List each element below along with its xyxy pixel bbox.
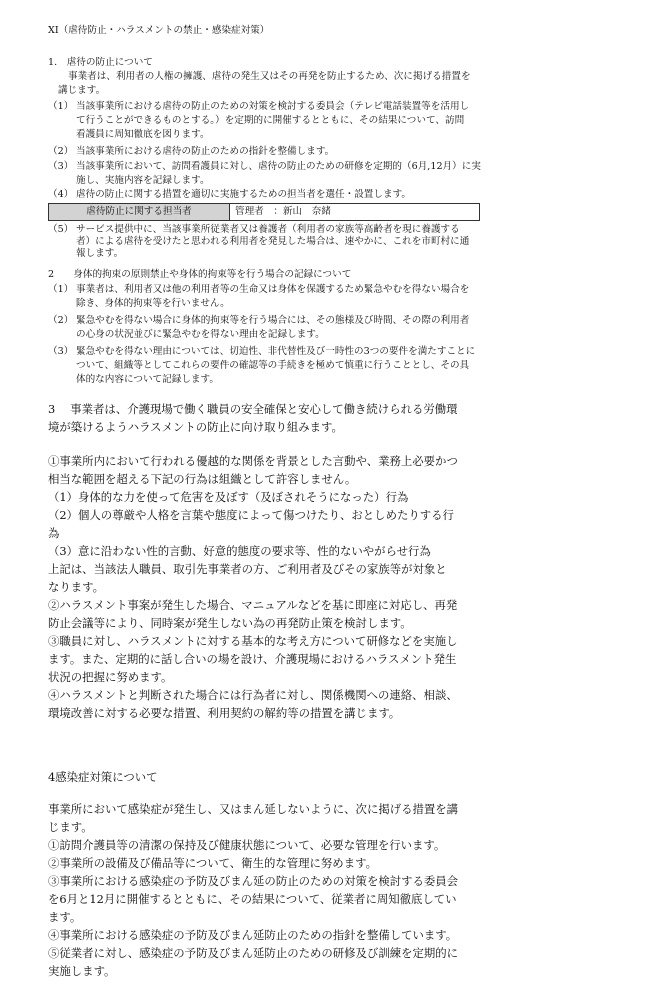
body-line: ②事業所の設備及び備品等について、衛生的な管理に努めます。 xyxy=(48,856,377,870)
body-line: 3 事業者は、介護現場で働く職員の安全確保と安心して働き続けられる労働環 xyxy=(48,402,458,416)
body-line: 環境改善に対する必要な措置、利用契約の解約等の措置を講じます。 xyxy=(48,706,401,720)
list-item-text: 体的な内容について記録します。 xyxy=(76,374,219,385)
body-line: 上記は、当該法人職員、取引先事業者の方、ご利用者及びその家族等が対象と xyxy=(48,562,447,576)
body-line: （1）身体的な力を使って危害を及ぼす（及ぼされそうになった）行為 xyxy=(48,490,409,504)
list-item-text: 看護員に周知徹底を図ります。 xyxy=(76,129,210,140)
body-line: ます。 xyxy=(48,910,82,924)
list-item-text: 当該事業所における虐待の防止のための指針を整備します。 xyxy=(76,146,335,157)
section-header: XI（虐待防止・ハラスメントの禁止・感染症対策） xyxy=(48,25,270,36)
list-item-number: （3） xyxy=(48,346,74,357)
body-line: ④事業所における感染症の予防及びまん延防止のための指針を整備しています。 xyxy=(48,928,458,942)
list-item-number: （1） xyxy=(48,101,74,112)
body-line: ③事業所における感染症の予防及びまん延の防止のための対策を検討する委員会 xyxy=(48,874,459,888)
body-line: （3）意に沿わない性的言動、好意的態度の要求等、性的ないやがらせ行為 xyxy=(48,544,431,558)
list-item-text: 報します。 xyxy=(76,248,124,259)
body-line: ⑤従業者に対し、感染症の予防及びまん延防止のための研修及び訓練を定期的に xyxy=(48,946,459,960)
list-item-number: （3） xyxy=(48,161,74,172)
list-item-text: 当該事業所における虐待の防止のための対策を検討する委員会（テレビ電話装置等を活用し xyxy=(76,101,470,112)
staff-value-cell: 管理者 ：新山 奈緒 xyxy=(235,206,331,217)
body-line: ①事業所内において行われる優越的な関係を背景とした言動や、業務上必要かつ xyxy=(48,454,458,468)
list-item-text: 虐待の防止に関する措置を適切に実施するための担当者を選任・設置します。 xyxy=(76,189,412,200)
sec1-intro-line: 事業者は、利用者の人権の擁護、虐待の発生又はその再発を防止するため、次に掲げる措置を xyxy=(68,71,471,82)
staff-label-cell: 虐待防止に関する担当者 xyxy=(49,204,230,220)
list-item-number: （1） xyxy=(48,284,74,295)
sec1-title: 1. 虐待の防止について xyxy=(48,57,153,68)
list-item-text: 緊急やむを得ない理由については、切迫性、非代替性及び一時性の3つの要件を満たすことに xyxy=(76,346,476,357)
body-line: 境が築けるようハラスメントの防止に向け取り組みます。 xyxy=(48,420,343,434)
staff-table xyxy=(48,203,480,221)
list-item-text: 緊急やむを得ない場合に身体的拘束等を行う場合には、その態様及び時間、その際の利用者 xyxy=(76,315,470,326)
list-item-number: （5） xyxy=(48,224,74,235)
sec2-title: 2 身体的拘束の原則禁止や身体的拘束等を行う場合の記録について xyxy=(48,269,352,280)
body-line: （2）個人の尊厳や人格を言葉や態度によって傷つけたり、おとしめたりする行 xyxy=(48,508,454,522)
body-line: ます。また、定期的に話し合いの場を設け、介護現場におけるハラスメント発生 xyxy=(48,652,457,666)
body-line: を6月と12月に開催するとともに、その結果について、従業者に周知徹底してい xyxy=(48,892,457,906)
body-line: 為 xyxy=(48,526,60,540)
list-item-number: （2） xyxy=(48,315,74,326)
body-line: なります。 xyxy=(48,580,105,594)
list-item-text: 施し、実施内容を記録します。 xyxy=(76,175,210,186)
list-item-text: の心身の状況並びに緊急やむを得ない理由を記録します。 xyxy=(76,329,325,340)
body-line: ③職員に対し、ハラスメントに対する基本的な考え方について研修などを実施し xyxy=(48,634,458,648)
sec4-title: 4感染症対策について xyxy=(48,770,158,784)
list-item-text: ついて、組織等としてこれらの要件の確認等の手続きを極めて慎重に行うこととし、その具 xyxy=(76,360,470,371)
list-item-text: 事業者は、利用者又は他の利用者等の生命又は身体を保護するため緊急やむを得ない場合を xyxy=(76,284,470,295)
list-item-number: （4） xyxy=(48,189,74,200)
list-item-text: 除き、身体的拘束等を行いません。 xyxy=(76,298,230,309)
body-line: ②ハラスメント事案が発生した場合、マニュアルなどを基に即座に対応し、再発 xyxy=(48,598,458,612)
body-line: 実施します。 xyxy=(48,964,116,978)
list-item-text: サービス提供中に、当該事業所従業者又は養護者（利用者の家族等高齢者を現に養護する xyxy=(76,224,460,235)
list-item-text: 当該事業所において、訪問看護員に対し、虐待の防止のための研修を定期的（6月,12月）に実 xyxy=(76,161,481,172)
list-item-number: （2） xyxy=(48,146,74,157)
body-line: じます。 xyxy=(48,820,93,834)
body-line: 防止会議等により、同時案が発生しない為の再発防止策を検討します。 xyxy=(48,616,412,630)
body-line: 事業所において感染症が発生し、又はまん延しないように、次に掲げる措置を講 xyxy=(48,802,459,816)
body-line: 相当な範囲を超える下記の行為は組織として許容しません。 xyxy=(48,472,357,486)
body-line: 状況の把握に努めます。 xyxy=(48,670,173,684)
body-line: ④ハラスメントと判断された場合には行為者に対し、関係機関への連絡、相談、 xyxy=(48,688,458,702)
list-item-text: て行うことができるものとする。）を定期的に開催するとともに、その結果について、訪問 xyxy=(76,115,465,126)
list-item-text: 者）による虐待を受けたと思われる利用者を発見した場合は、速やかに、これを市町村に通 xyxy=(76,236,470,247)
sec1-intro-line: 講じます。 xyxy=(58,85,106,96)
body-line: ①訪問介護員等の清潔の保持及び健康状態について、必要な管理を行います。 xyxy=(48,838,446,852)
